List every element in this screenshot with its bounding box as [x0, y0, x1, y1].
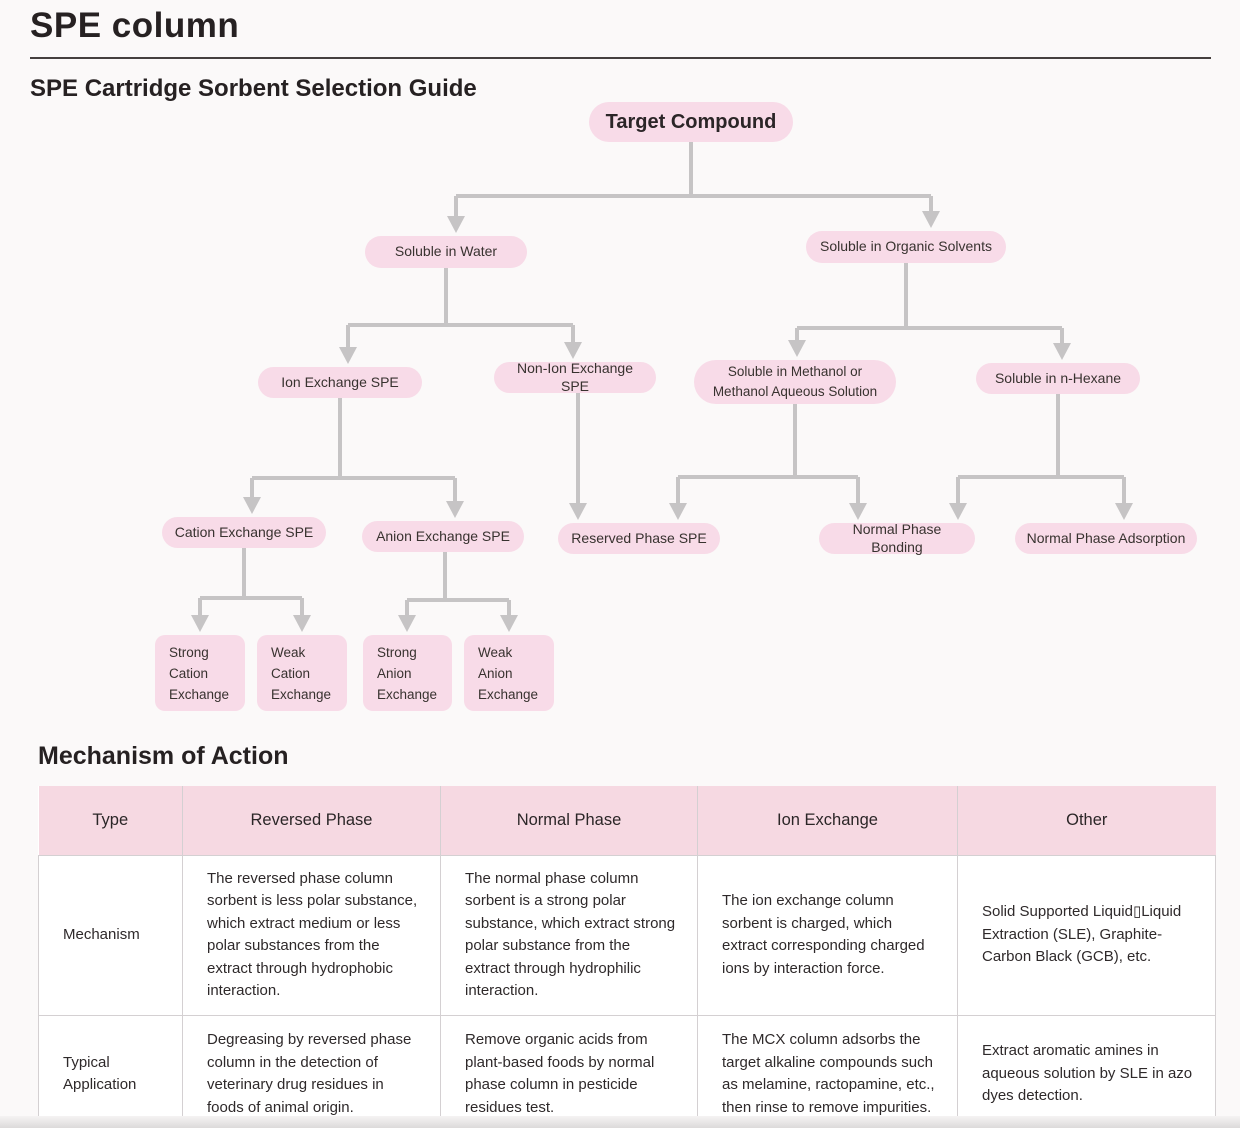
flow-node-strong-cation-exchange: Strong Cation Exchange [155, 635, 245, 711]
flow-node-target-compound: Target Compound [589, 102, 793, 142]
flow-node-ion-exchange-spe: Ion Exchange SPE [258, 367, 422, 398]
flow-node-normal-phase-bonding: Normal Phase Bonding [819, 523, 975, 554]
page-title: SPE column [30, 6, 240, 45]
flow-node-soluble-in-water: Soluble in Water [365, 236, 527, 268]
flow-node-strong-anion-exchange: Strong Anion Exchange [363, 635, 452, 711]
col-header-reversed-phase: Reversed Phase [183, 786, 441, 855]
col-header-type: Type [39, 786, 183, 855]
cell-application-normal-phase: Remove organic acids from plant-based foods by normal phase column in pesticide residues test. [441, 1015, 698, 1128]
col-header-ion-exchange: Ion Exchange [698, 786, 958, 855]
col-header-normal-phase: Normal Phase [441, 786, 698, 855]
arrowheads [191, 211, 1133, 632]
row-label-mechanism: Mechanism [39, 855, 183, 1015]
edge-cation-children [200, 546, 302, 617]
edge-target-children [456, 142, 931, 218]
cell-application-other: Extract aromatic amines in aqueous solution by SLE in azo dyes detection. [958, 1015, 1216, 1128]
section-title-selection-guide: SPE Cartridge Sorbent Selection Guide [30, 75, 477, 102]
edge-anion-children [407, 550, 509, 617]
mechanism-table [38, 786, 1216, 1128]
table-row-typical-application [39, 1015, 1216, 1128]
flow-node-non-ion-exchange-spe: Non-Ion Exchange SPE [494, 362, 656, 393]
edge-organic-children [797, 261, 1062, 345]
edge-methanol-children [678, 402, 858, 505]
col-header-other: Other [958, 786, 1216, 855]
cell-application-ion-exchange: The MCX column adsorbs the target alkaline compounds such as melamine, ractopamine, etc., then rinse to remove impurities. [698, 1015, 958, 1128]
mechanism-table-wrapper [38, 786, 1215, 1128]
flow-node-weak-cation-exchange: Weak Cation Exchange [257, 635, 347, 711]
edge-ion-children [252, 396, 455, 503]
row-label-typical-application: Typical Application [39, 1015, 183, 1128]
section-title-mechanism-of-action: Mechanism of Action [38, 742, 289, 770]
cell-mechanism-other: Solid Supported Liquid▯Liquid Extraction (SLE), Graphite-Carbon Black (GCB), etc. [958, 855, 1216, 1015]
cell-mechanism-normal-phase: The normal phase column sorbent is a strong polar substance, which extract strong polar substance from the extract through hydrophilic interaction. [441, 855, 698, 1015]
flow-node-normal-phase-adsorption: Normal Phase Adsorption [1015, 523, 1197, 554]
table-row-mechanism [39, 855, 1216, 1015]
flow-node-soluble-in-methanol: Soluble in Methanol or Methanol Aqueous Solution [694, 360, 896, 404]
flow-node-soluble-in-organic-solvents: Soluble in Organic Solvents [806, 231, 1006, 263]
flow-node-soluble-in-n-hexane: Soluble in n-Hexane [976, 363, 1140, 394]
cell-mechanism-reversed-phase: The reversed phase column sorbent is less polar substance, which extract medium or less polar substances from the extract through hydrophobic interaction. [183, 855, 441, 1015]
cell-mechanism-ion-exchange: The ion exchange column sorbent is charged, which extract corresponding charged ions by interaction force. [698, 855, 958, 1015]
table-header-row [39, 786, 1216, 855]
flow-node-reserved-phase-spe: Reserved Phase SPE [558, 523, 720, 554]
page-bottom-shade [0, 1116, 1240, 1128]
edge-water-children [348, 266, 573, 349]
flow-node-cation-exchange-spe: Cation Exchange SPE [162, 517, 326, 548]
flow-node-anion-exchange-spe: Anion Exchange SPE [362, 521, 524, 552]
edge-hexane-children [958, 392, 1124, 505]
flow-node-weak-anion-exchange: Weak Anion Exchange [464, 635, 554, 711]
cell-application-reversed-phase: Degreasing by reversed phase column in the detection of veterinary drug residues in foods of animal origin. [183, 1015, 441, 1128]
